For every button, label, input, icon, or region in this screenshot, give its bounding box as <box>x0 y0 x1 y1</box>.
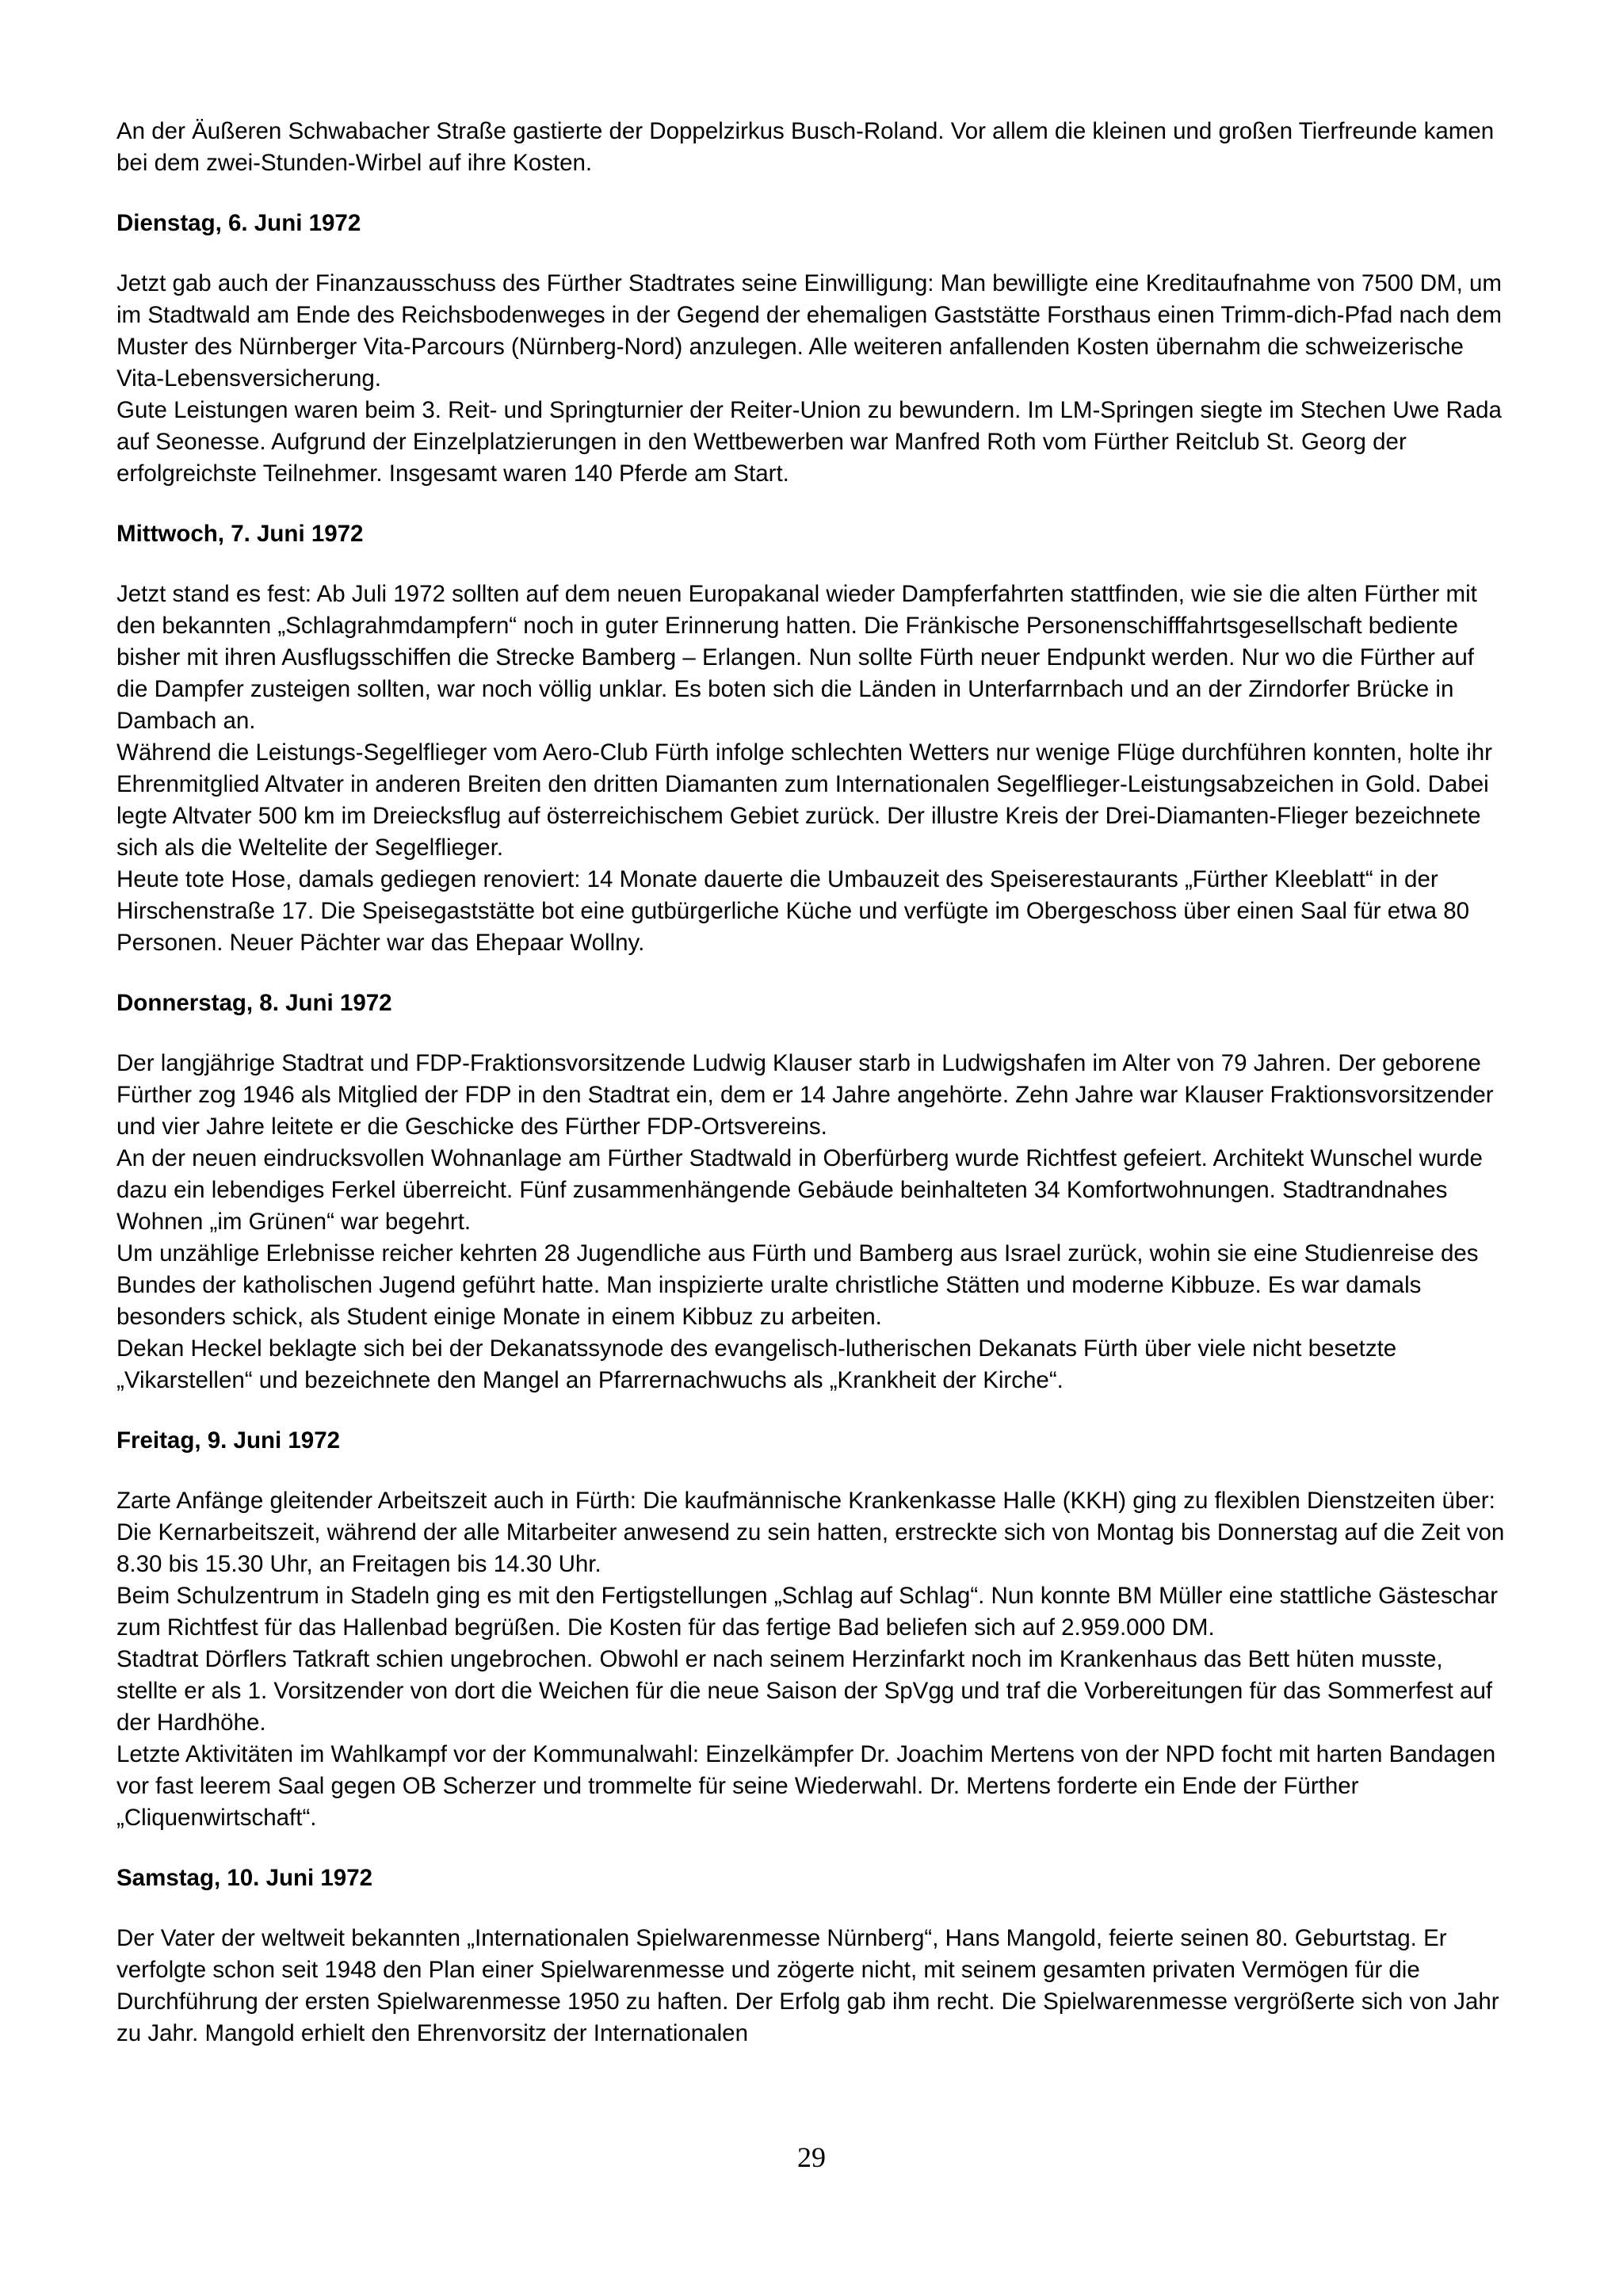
paragraph: Jetzt stand es fest: Ab Juli 1972 sollten auf dem neuen Europakanal wieder Dampferfahrten stattfinden, wie sie die alten Fürther mit den bekannten „Schlagrahmdampfern“ noch in guter Erinnerung hatten. Die Fränkische Personenschifffahrtsgesellschaft bediente bisher mit ihren Ausflugsschiffen die Strecke Bamberg – Erlangen. Nun sollte Fürth neuer Endpunkt werden. Nur wo die Fürther auf die Dampfer zusteigen sollten, war noch völlig unklar. Es boten sich die Länden in Unterfarrnbach und an der Zirndorfer Brücke in Dambach an. <box>116 581 1477 734</box>
section-freitag <box>116 1425 1507 1834</box>
section-mittwoch <box>116 518 1507 959</box>
section-heading: Donnerstag, 8. Juni 1972 <box>116 990 392 1016</box>
paragraph: Stadtrat Dörflers Tatkraft schien ungebrochen. Obwohl er nach seinem Herzinfarkt noch im Krankenhaus das Bett hüten musste, stellte er als 1. Vorsitzender von dort die Weichen für die neue Saison der SpVgg und traf die Vorbereitungen für das Sommerfest auf der Hardhöhe. <box>116 1646 1493 1736</box>
section-heading: Samstag, 10. Juni 1972 <box>116 1865 373 1891</box>
section-heading: Mittwoch, 7. Juni 1972 <box>116 521 364 547</box>
section-dienstag <box>116 208 1507 490</box>
paragraph: Um unzählige Erlebnisse reicher kehrten 28 Jugendliche aus Fürth und Bamberg aus Israel zurück, wohin sie eine Studienreise des Bundes der katholischen Jugend geführt hatte. Man inspizierte uralte christliche Stätten und moderne Kibbuze. Es war damals besonders schick, als Student einige Monate in einem Kibbuz zu arbeiten. <box>116 1240 1479 1330</box>
paragraph: Gute Leistungen waren beim 3. Reit- und Springturnier der Reiter-Union zu bewundern. Im LM-Springen siegte im Stechen Uwe Rada auf Seonesse. Aufgrund der Einzelplatzierungen in den Wettbewerben war Manfred Roth vom Fürther Reitclub St. Georg der erfolgreichste Teilnehmer. Insgesamt waren 140 Pferde am Start. <box>116 397 1502 487</box>
paragraph: An der neuen eindrucksvollen Wohnanlage am Fürther Stadtwald in Oberfürberg wurde Richtfest gefeiert. Architekt Wunschel wurde dazu ein lebendiges Ferkel überreicht. Fünf zusammenhängende Gebäude beinhalteten 34 Komfortwohnungen. Stadtrandnahes Wohnen „im Grünen“ war begehrt. <box>116 1145 1483 1235</box>
intro-paragraph: An der Äußeren Schwabacher Straße gastierte der Doppelzirkus Busch-Roland. Vor allem die kleinen und großen Tierfreunde kamen bei dem zwei-Stunden-Wirbel auf ihre Kosten. <box>116 118 1495 176</box>
paragraph: Zarte Anfänge gleitender Arbeitszeit auch in Fürth: Die kaufmännische Krankenkasse Halle (KKH) ging zu flexiblen Dienstzeiten über: Die Kernarbeitszeit, während der alle Mitarbeiter anwesend zu sein hatten, erstreckte sich von Montag bis Donnerstag auf die Zeit von 8.30 bis 15.30 Uhr, an Freitagen bis 14.30 Uhr. <box>116 1488 1505 1577</box>
paragraph: Beim Schulzentrum in Stadeln ging es mit den Fertigstellungen „Schlag auf Schlag“. Nun konnte BM Müller eine stattliche Gästeschar zum Richtfest für das Hallenbad begrüßen. Die Kosten für das fertige Bad beliefen sich auf 2.959.000 DM. <box>116 1583 1499 1641</box>
page-content <box>116 116 1507 2050</box>
paragraph: Heute tote Hose, damals gediegen renoviert: 14 Monate dauerte die Umbauzeit des Speiserestaurants „Fürther Kleeblatt“ in der Hirschenstraße 17. Die Speisegaststätte bot eine gutbürgerliche Küche und verfügte im Obergeschoss über einen Saal für etwa 80 Personen. Neuer Pächter war das Ehepaar Wollny. <box>116 866 1470 956</box>
paragraph: Dekan Heckel beklagte sich bei der Dekanatssynode des evangelisch-lutherischen Dekanats Fürth über viele nicht besetzte „Vikarstellen“ und bezeichnete den Mangel an Pfarrernachwuchs als „Krankheit der Kirche“. <box>116 1335 1397 1393</box>
paragraph: Während die Leistungs-Segelflieger vom Aero-Club Fürth infolge schlechten Wetters nur wenige Flüge durchführen konnten, holte ihr Ehrenmitglied Altvater in anderen Breiten den dritten Diamanten zum Internationalen Segelflieger-Leistungsabzeichen in Gold. Dabei legte Altvater 500 km im Dreiecksflug auf österreichischem Gebiet zurück. Der illustre Kreis der Drei-Diamanten-Flieger bezeichnete sich als die Weltelite der Segelflieger. <box>116 739 1493 861</box>
section-samstag <box>116 1862 1507 2050</box>
paragraph: Der Vater der weltweit bekannten „Internationalen Spielwarenmesse Nürnberg“, Hans Mangold, feierte seinen 80. Geburtstag. Er verfolgte schon seit 1948 den Plan einer Spielwarenmesse und zögerte nicht, mit seinem gesamten privaten Vermögen für die Durchführung der ersten Spielwarenmesse 1950 zu haften. Der Erfolg gab ihm recht. Die Spielwarenmesse vergrößerte sich von Jahr zu Jahr. Mangold erhielt den Ehrenvorsitz der Internationalen <box>116 1925 1499 2046</box>
page-number: 29 <box>797 2141 826 2173</box>
section-heading: Dienstag, 6. Juni 1972 <box>116 210 361 236</box>
paragraph: Jetzt gab auch der Finanzausschuss des Fürther Stadtrates seine Einwilligung: Man bewilligte eine Kreditaufnahme von 7500 DM, um im Stadtwald am Ende des Reichsbodenweges in der Gegend der ehemaligen Gaststätte Forsthaus einen Trimm-dich-Pfad nach dem Muster des Nürnberger Vita-Parcours (Nürnberg-Nord) anzulegen. Alle weiteren anfallenden Kosten übernahm die schweizerische Vita-Lebensversicherung. <box>116 270 1503 392</box>
section-heading: Freitag, 9. Juni 1972 <box>116 1427 341 1454</box>
paragraph: Letzte Aktivitäten im Wahlkampf vor der Kommunalwahl: Einzelkämpfer Dr. Joachim Mertens von der NPD focht mit harten Bandagen vor fast leerem Saal gegen OB Scherzer und trommelte für seine Wiederwahl. Dr. Mertens forderte ein Ende der Fürther „Cliquenwirtschaft“. <box>116 1741 1496 1831</box>
section-donnerstag <box>116 988 1507 1396</box>
paragraph: Der langjährige Stadtrat und FDP-Fraktionsvorsitzende Ludwig Klauser starb in Ludwigshafen im Alter von 79 Jahren. Der geborene Fürther zog 1946 als Mitglied der FDP in den Stadtrat ein, dem er 14 Jahre angehörte. Zehn Jahre war Klauser Fraktionsvorsitzender und vier Jahre leitete er die Geschicke des Fürther FDP-Ortsvereins. <box>116 1050 1494 1140</box>
